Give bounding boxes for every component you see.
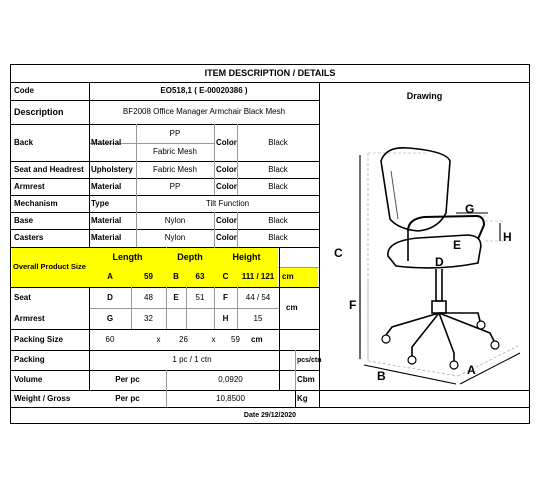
packing-size-label: Packing Size [14,334,63,344]
dim-c-label: C [222,272,229,281]
volume-label: Volume [14,375,43,384]
base-color-label: Color [216,215,237,225]
divider [295,350,296,390]
footer-date: Date 29/12/2020 [243,411,297,419]
casters-color-label: Color [216,233,237,242]
dim-f-label: F [223,292,228,302]
drawing-dim-b: B [377,369,386,383]
armrest-color: Black [268,181,288,191]
code-label: Code [14,86,34,95]
seat-size-label: Seat [14,292,31,302]
divider [319,390,320,407]
armrest-type: Material [91,181,122,191]
dim-e-value: 51 [195,292,205,302]
dim-d-label: D [107,292,113,302]
volume-value: 0,0920 [218,375,243,384]
seat-material: Fabric Mesh [152,164,197,174]
drawing-dim-h: H [503,230,512,244]
dim-b-value: 63 [195,272,205,281]
height-header: Height [232,251,261,262]
drawing-dim-c: C [334,246,343,260]
seat-type: Upholstery [91,164,133,174]
dim-g-value: 32 [144,313,153,323]
packing-x-1: x [156,334,161,344]
dim-h-value: 15 [253,313,263,323]
base-material: Nylon [164,215,186,225]
dim-c-value: 111 / 121 [241,272,275,281]
back-type: Material [91,137,122,147]
weight-unit: Kg [297,393,308,403]
divider [166,370,167,407]
size-unit: cm [282,272,294,281]
dim-g-label: G [106,313,114,323]
volume-unit: Cbm [297,375,315,384]
dim-a-value: 59 [144,272,153,281]
seat-label: Seat and Headrest [14,164,84,174]
back-color-label: Color [216,137,237,147]
armrest-material: PP [169,181,181,191]
weight-label: Weight / Gross [14,393,71,403]
dim-e-label: E [173,292,179,302]
mechanism-label: Mechanism [14,198,58,208]
length-header: Length [112,251,143,262]
packing-value: 1 pc / 1 ctn [172,355,212,364]
back-label: Back [14,137,34,147]
spec-sheet [10,64,530,424]
packing-length: 60 [105,334,115,344]
packing-size-unit: cm [251,334,263,344]
casters-label: Casters [14,233,44,242]
back-color: Black [268,137,288,147]
chair-drawing [328,91,530,391]
sheet-title: ITEM DESCRIPTION / DETAILS [204,68,336,78]
overall-size-label: Overall Product Size [13,262,86,272]
packing-height: 59 [231,334,240,344]
dim-h-label: H [222,313,229,323]
drawing-dim-g: G [465,202,475,216]
armrest-size-label: Armrest [14,313,45,323]
seat-color: Black [268,164,288,174]
back-material-2: Fabric Mesh [152,147,197,156]
packing-unit: pcs/ctn [297,356,322,364]
seat-color-label: Color [216,164,237,174]
base-color: Black [268,215,288,225]
base-type: Material [91,215,122,225]
drawing-dim-f: F [349,298,357,312]
packing-width: 26 [179,334,188,344]
weight-value: 10,8500 [216,393,245,403]
mechanism-type: Type [91,198,110,208]
dim-b-label: B [173,272,179,281]
divider [214,212,215,247]
dim-f-value: 44 / 54 [245,292,271,302]
code-value: EO518,1 ( E-00020386 ) [160,86,248,95]
volume-per: Per pc [115,375,140,384]
divider [295,390,296,407]
armrest-label: Armrest [14,181,45,191]
drawing-label: Drawing [406,90,443,101]
casters-color: Black [268,233,288,242]
casters-material: Nylon [164,233,186,242]
dim-a-label: A [107,272,113,281]
casters-type: Material [91,233,122,242]
depth-header: Depth [177,251,203,262]
size-unit-2: cm [286,303,298,312]
divider [214,124,215,195]
dim-d-value: 48 [144,292,153,302]
weight-per: Per pc [115,393,140,403]
drawing-dim-e: E [453,238,462,252]
drawing-dim-d: D [435,255,444,269]
description-value: BF2008 Office Manager Armchair Black Mesh [122,107,286,116]
divider [319,82,320,390]
armrest-color-label: Color [216,181,237,191]
base-label: Base [14,215,34,225]
back-material-1: PP [169,128,181,138]
packing-x-2: x [211,334,216,344]
packing-label: Packing [14,355,45,364]
drawing-dim-a: A [467,363,476,377]
mechanism-value: Tilt Function [205,198,250,208]
description-label: Description [14,106,64,117]
